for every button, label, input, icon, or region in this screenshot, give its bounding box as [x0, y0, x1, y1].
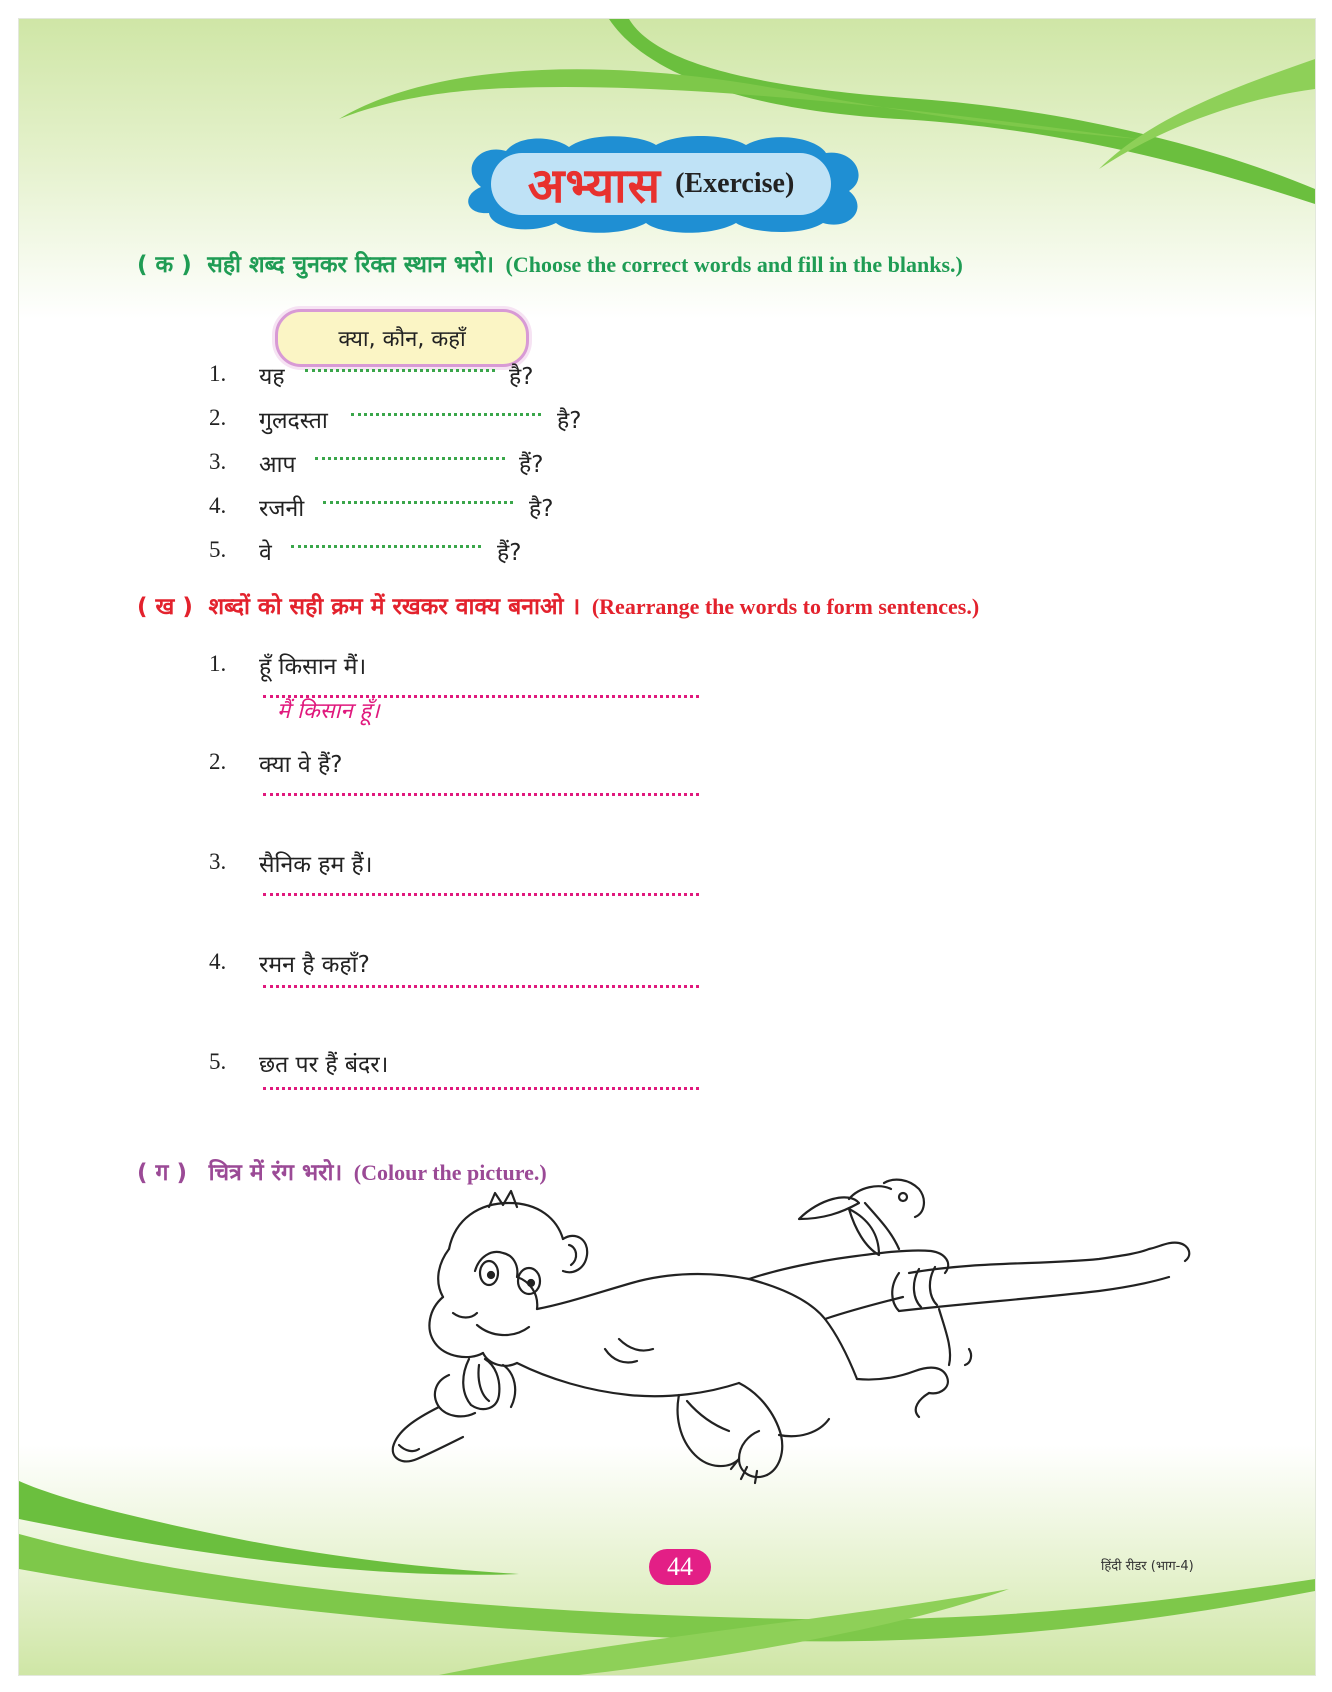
a-item-4-after: है?	[529, 496, 554, 522]
a-item-5-number: 5.	[209, 537, 227, 562]
word-choices: क्या, कौन, कहाँ	[338, 327, 466, 352]
b-item-5-text: छत पर हैं बंदर।	[259, 1052, 389, 1078]
b-item-5-answer-line[interactable]	[263, 1087, 699, 1090]
monkey-colouring-picture[interactable]	[379, 1169, 1199, 1499]
b-item-1-text: हूँ किसान मैं।	[259, 654, 367, 680]
title-banner	[451, 129, 871, 239]
a-item-2-number: 2.	[209, 405, 227, 430]
section-c-marker: ( ग )	[137, 1160, 187, 1186]
title-english: (Exercise)	[675, 168, 795, 199]
b-item-2-number: 2.	[209, 749, 227, 774]
page-number-badge	[649, 1549, 711, 1585]
section-b-heading	[137, 589, 979, 621]
b-item-3-text: सैनिक हम हैं।	[259, 852, 373, 878]
b-item-4-text: रमन है कहाँ?	[259, 952, 370, 978]
section-a-heading	[137, 247, 963, 279]
a-item-1-blank[interactable]	[305, 369, 495, 372]
a-item-2-blank[interactable]	[351, 413, 541, 416]
b-item-4-answer-line[interactable]	[263, 985, 699, 988]
a-item-4-blank[interactable]	[323, 501, 513, 504]
book-title-footer: हिंदी रीडर (भाग-4)	[1101, 1559, 1194, 1574]
section-a-marker: ( क )	[137, 252, 192, 278]
a-item-2-after: है?	[557, 408, 582, 434]
a-item-5-after: हैं?	[497, 540, 522, 566]
b-item-3-number: 3.	[209, 849, 227, 874]
b-item-3-answer-line[interactable]	[263, 893, 699, 896]
b-item-4-number: 4.	[209, 949, 227, 974]
b-item-1-number: 1.	[209, 651, 227, 676]
b-item-2-answer-line[interactable]	[263, 793, 699, 796]
workbook-page	[18, 18, 1316, 1676]
a-item-1-after: है?	[509, 364, 534, 390]
section-c-instruction-english: (Colour the picture.)	[353, 1160, 547, 1185]
a-item-3-after: हैं?	[519, 452, 544, 478]
word-choice-box	[275, 309, 529, 367]
a-item-5-before: वे	[259, 540, 272, 566]
a-item-1-number: 1.	[209, 361, 227, 386]
a-item-4-number: 4.	[209, 493, 227, 518]
section-b-marker: ( ख )	[137, 594, 193, 620]
b-item-5-number: 5.	[209, 1049, 227, 1074]
a-item-3-blank[interactable]	[315, 457, 505, 460]
a-item-5-blank[interactable]	[291, 545, 481, 548]
a-item-1-before: यह	[259, 364, 285, 390]
a-item-3-before: आप	[259, 452, 296, 478]
section-b-instruction-hindi: शब्दों को सही क्रम में रखकर वाक्य बनाओ ।	[208, 594, 581, 620]
title-text	[451, 129, 871, 239]
a-item-2-before: गुलदस्ता	[259, 408, 328, 434]
section-a-instruction-english: (Choose the correct words and fill in the blanks.)	[505, 252, 963, 277]
section-b-instruction-english: (Rearrange the words to form sentences.)	[591, 594, 980, 619]
title-hindi: अभ्यास	[527, 157, 662, 214]
a-item-3-number: 3.	[209, 449, 227, 474]
b-item-1-answer: मैं किसान हूँ।	[277, 699, 380, 724]
page-number: 44	[667, 1552, 693, 1581]
section-a-instruction-hindi: सही शब्द चुनकर रिक्त स्थान भरो।	[207, 252, 494, 278]
section-c-instruction-hindi: चित्र में रंग भरो।	[208, 1160, 343, 1186]
a-item-4-before: रजनी	[259, 496, 305, 522]
b-item-2-text: क्या वे हैं?	[259, 752, 343, 778]
